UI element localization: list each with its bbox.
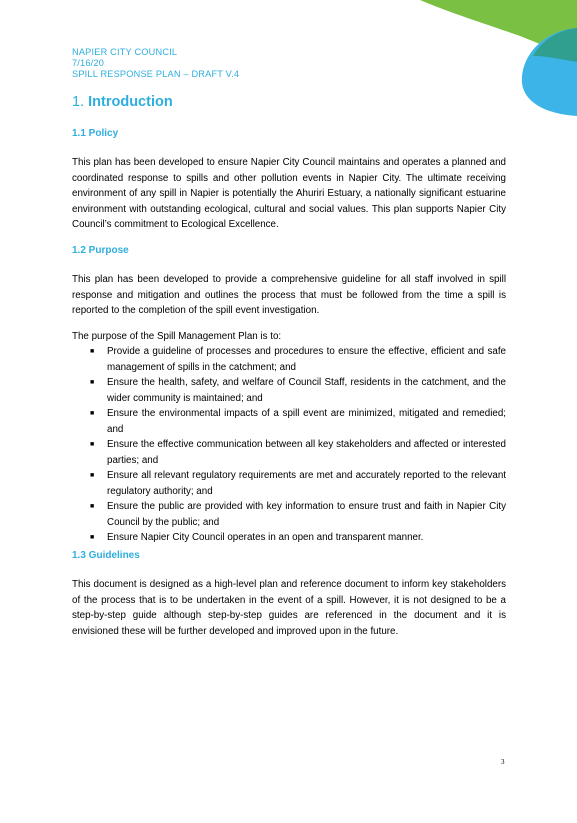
list-item: ■ Ensure the health, safety, and welfare of Council Staff, residents in the catchment, and the wider community is maintained; and — [90, 377, 506, 404]
policy-heading: 1.1 Policy — [72, 128, 119, 139]
bullet-marker-icon: ■ — [90, 441, 95, 448]
bullet-marker-icon: ■ — [90, 534, 95, 541]
page-number: 3 — [501, 758, 505, 766]
bullet-marker-icon: ■ — [90, 503, 95, 510]
list-item: ■ Ensure the environmental impacts of a spill event are minimized, mitigated and remedied; and — [90, 408, 506, 435]
document-header — [72, 47, 239, 80]
purpose-heading: 1.2 Purpose — [72, 245, 129, 256]
purpose-bullet-list — [72, 344, 506, 546]
bullet-marker-icon: ■ — [90, 379, 95, 386]
header-doc-title: SPILL RESPONSE PLAN – DRAFT V.4 — [72, 69, 240, 79]
purpose-list-intro: The purpose of the Spill Management Plan is to: — [72, 331, 282, 342]
guidelines-paragraph: This document is designed as a high-level plan and reference document to inform key stakeholders of the process that is to be undertaken in the event of a spill. However, it is not designed to be a step-by-step guide although step-by-step guides are referenced in the document and it is envisioned these will be further developed and improved upon in the future. — [72, 579, 506, 637]
bullet-marker-icon: ■ — [90, 472, 95, 479]
guidelines-heading: 1.3 Guidelines — [72, 550, 140, 561]
section-title — [72, 94, 173, 110]
purpose-paragraph: This plan has been developed to provide a comprehensive guideline for all staff involved in spill response and mitigation and outlines the process that must be followed from the time a spill is reported to the completion of the spill event investigation. — [72, 274, 506, 316]
list-item: ■ Provide a guideline of processes and procedures to ensure the effective, efficient and safe management of spills in the catchment; and — [90, 346, 506, 373]
bullet-marker-icon: ■ — [90, 348, 95, 355]
list-item: ■ Ensure Napier City Council operates in an open and transparent manner. — [72, 530, 506, 546]
section-number: 1. — [72, 94, 85, 110]
list-item: ■ Ensure all relevant regulatory requirements are met and accurately reported to the relevant regulatory authority; and — [90, 470, 506, 497]
header-org: NAPIER CITY COUNCIL — [72, 47, 178, 57]
policy-paragraph: This plan has been developed to ensure Napier City Council maintains and operates a planned and coordinated response to spills and other pollution events in Napier City. The ultimate receiving environment of any spill in Napier is potentially the Ahuriri Estuary, a nationally significant estuarine environment with outstanding ecological, cultural and social values. This plan supports Napier City Council’s commitment to Ecological Excellence. — [72, 157, 506, 230]
section-title-text: Introduction — [88, 94, 173, 110]
list-item: ■ Ensure the public are provided with key information to ensure trust and faith in Napier City Council by the public; and — [90, 501, 506, 528]
bullet-marker-icon: ■ — [90, 410, 95, 417]
header-date: 7/16/20 — [72, 58, 105, 68]
list-item: ■ Ensure the effective communication between all key stakeholders and affected or interested parties; and — [90, 439, 506, 466]
